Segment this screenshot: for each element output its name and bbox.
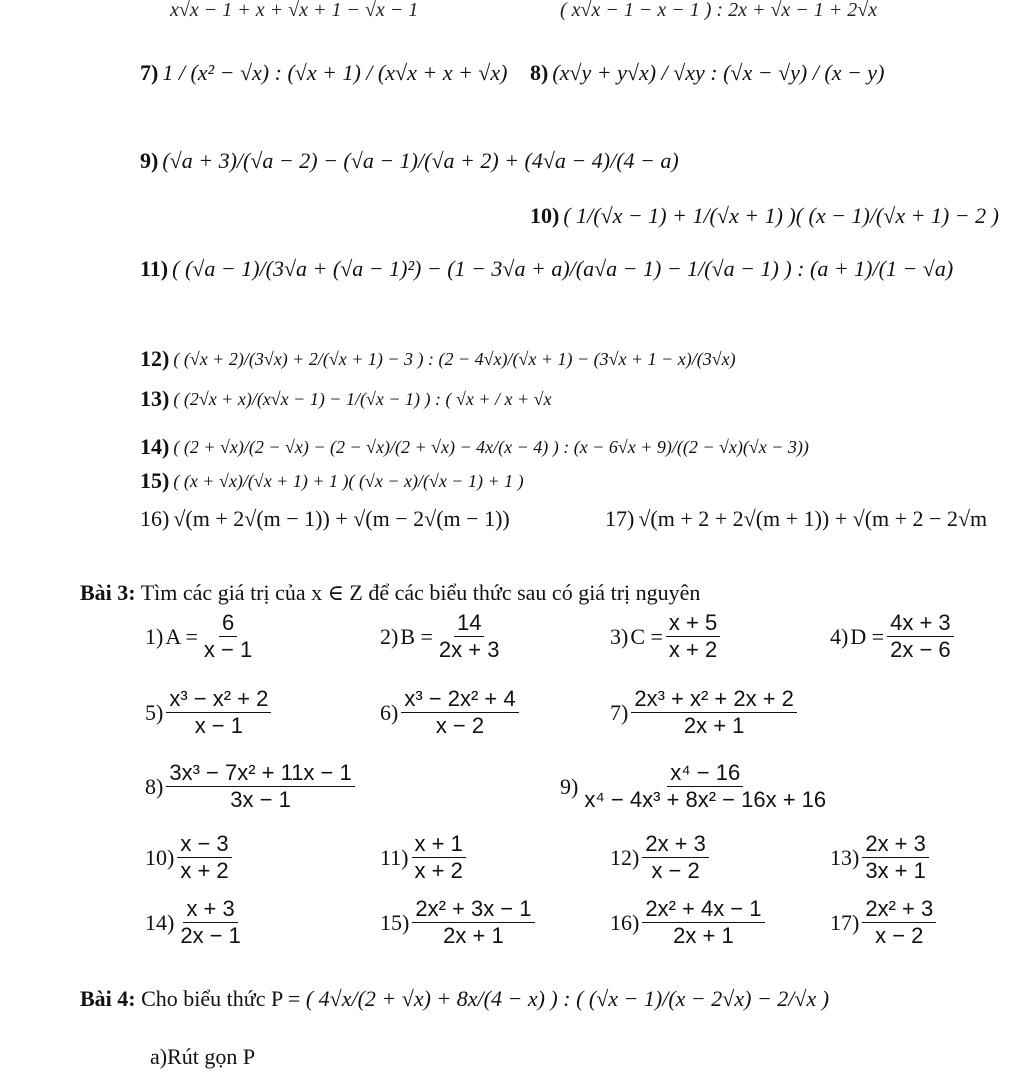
bai3-item	[145, 833, 235, 882]
fraction	[177, 833, 231, 882]
expression: ( (√x + 2)/(3√x) + 2/(√x + 1) − 3 ) : (2 − 4√x)/(√x + 1) − (3√x + 1 − x)/(3√x)	[173, 349, 736, 369]
bai3-item	[830, 833, 932, 882]
bai3-item	[380, 612, 505, 661]
bai3-item	[830, 898, 939, 947]
fraction	[401, 688, 518, 737]
item-number: 2)	[380, 623, 399, 649]
bai3-item	[610, 833, 712, 882]
bai3-item	[830, 612, 957, 661]
item-number: 1)	[145, 623, 164, 649]
denominator: 2x + 1	[673, 923, 734, 948]
bai4-part-a	[150, 1044, 255, 1070]
bai3-item	[610, 688, 800, 737]
item-number: 11)	[380, 844, 409, 870]
bai3-item	[145, 688, 274, 737]
fraction	[642, 833, 709, 882]
bai3-item	[560, 762, 832, 811]
item-number: 4)	[830, 623, 849, 649]
item-number: 17)	[830, 909, 860, 935]
fraction	[642, 898, 764, 947]
exercise-10	[530, 205, 999, 227]
bai3-item	[380, 898, 538, 947]
bai3-item	[380, 688, 522, 737]
denominator: 2x − 6	[890, 637, 951, 662]
exercise-15	[140, 470, 524, 492]
item-number: 9)	[140, 148, 159, 173]
exercise-14	[140, 436, 809, 458]
bai3-heading	[80, 580, 700, 606]
expression: (√a + 3)/(√a − 2) − (√a − 1)/(√a + 2) + (4√a − 4)/(4 − a)	[162, 148, 679, 173]
item-lhs: A =	[165, 623, 198, 649]
denominator: 3x + 1	[865, 858, 926, 883]
item-number: 14)	[140, 434, 170, 459]
fraction	[412, 898, 534, 947]
exercise-16	[140, 508, 510, 530]
denominator: 2x + 1	[443, 923, 504, 948]
exercise-11	[140, 258, 953, 280]
numerator: 2x² + 3x − 1	[412, 898, 534, 923]
item-number: 14)	[145, 909, 175, 935]
numerator: 4x + 3	[887, 612, 954, 637]
item-number: 9)	[560, 773, 579, 799]
top-row-left	[170, 0, 418, 20]
bai3-item	[610, 612, 723, 661]
item-lhs: C =	[630, 623, 663, 649]
item-number: 8)	[145, 773, 164, 799]
item-number: 15)	[140, 468, 170, 493]
denominator: x − 1	[194, 713, 243, 738]
numerator: x³ − 2x² + 4	[401, 688, 518, 713]
expression: ( (2√x + x)/(x√x − 1) − 1/(√x − 1) ) : ( √x + / x + √x	[173, 389, 552, 409]
item-number: 10)	[530, 203, 560, 228]
bai4-expression: ( 4√x/(2 + √x) + 8x/(4 − x) ) : ( (√x − 1)/(x − 2√x) − 2/√x )	[305, 986, 830, 1011]
item-number: 17)	[605, 506, 635, 531]
bai4-text: Cho biểu thức P =	[141, 986, 301, 1011]
item-number: 16)	[140, 506, 170, 531]
fraction	[166, 688, 271, 737]
fraction	[177, 898, 244, 947]
item-number: 10)	[145, 844, 175, 870]
fraction	[887, 612, 954, 661]
item-number: 13)	[140, 386, 170, 411]
item-number: 5)	[145, 699, 164, 725]
item-number: 3)	[610, 623, 629, 649]
expression: 1 / (x² − √x) : (√x + 1) / (x√x + x + √x)	[162, 60, 508, 85]
top-row-left-text: x√x − 1 + x + √x + 1 − √x − 1	[170, 0, 419, 21]
item-number: 11)	[140, 256, 169, 281]
expression: (x√y + y√x) / √xy : (√x − √y) / (x − y)	[552, 60, 885, 85]
expression: √(m + 2√(m − 1)) + √(m − 2√(m − 1))	[173, 506, 510, 531]
numerator: 14	[454, 612, 484, 637]
item-number: 8)	[530, 60, 549, 85]
top-row-right-text: ( x√x − 1 − x − 1 ) : 2x + √x − 1 + 2√x	[560, 0, 878, 21]
denominator: 2x + 3	[438, 637, 500, 662]
fraction	[862, 898, 936, 947]
fraction	[666, 612, 720, 661]
top-row-right	[560, 0, 877, 20]
bai4-part-a-text: a)Rút gọn P	[150, 1044, 256, 1069]
bai3-item	[145, 762, 358, 811]
fraction	[201, 612, 255, 661]
numerator: 2x³ + x² + 2x + 2	[631, 688, 797, 713]
bai3-item	[145, 612, 258, 661]
bai3-item	[380, 833, 469, 882]
fraction	[412, 833, 466, 882]
denominator: x + 2	[668, 637, 718, 662]
numerator: 2x + 3	[642, 833, 709, 858]
denominator: x − 2	[651, 858, 700, 883]
fraction	[581, 762, 829, 811]
denominator: 3x − 1	[230, 787, 291, 812]
denominator: x − 1	[203, 637, 253, 662]
bai3-item	[145, 898, 247, 947]
denominator: x − 2	[435, 713, 485, 738]
denominator: x − 2	[875, 923, 924, 948]
numerator: 6	[219, 612, 237, 637]
item-number: 12)	[140, 346, 170, 371]
item-lhs: B =	[400, 623, 433, 649]
denominator: x⁴ − 4x³ + 8x² − 16x + 16	[584, 787, 827, 812]
numerator: 2x + 3	[862, 833, 929, 858]
denominator: 2x − 1	[180, 923, 241, 948]
item-number: 15)	[380, 909, 410, 935]
bai4-heading	[80, 986, 829, 1012]
expression: ( (x + √x)/(√x + 1) + 1 )( (√x − x)/(√x − 1) + 1 )	[173, 471, 524, 491]
exercise-7	[140, 62, 507, 84]
exercise-13	[140, 388, 551, 410]
numerator: x + 5	[666, 612, 720, 637]
denominator: x + 2	[180, 858, 229, 883]
numerator: x + 1	[412, 833, 466, 858]
numerator: 3x³ − 7x² + 11x − 1	[166, 762, 354, 787]
denominator: x + 2	[414, 858, 463, 883]
item-number: 13)	[830, 844, 860, 870]
fraction	[631, 688, 797, 737]
numerator: x − 3	[177, 833, 231, 858]
expression: ( (2 + √x)/(2 − √x) − (2 − √x)/(2 + √x) − 4x/(x − 4) ) : (x − 6√x + 9)/((2 − √x)(√x − 3))	[173, 437, 809, 457]
exercise-17	[605, 508, 987, 530]
bai3-label: Bài 3:	[80, 580, 136, 605]
fraction	[862, 833, 929, 882]
item-number: 6)	[380, 699, 399, 725]
item-number: 16)	[610, 909, 640, 935]
expression: ( 1/(√x − 1) + 1/(√x + 1) )( (x − 1)/(√x + 1) − 2 )	[563, 203, 999, 228]
bai4-label: Bài 4:	[80, 986, 136, 1011]
fraction	[436, 612, 503, 661]
expression: √(m + 2 + 2√(m + 1)) + √(m + 2 − 2√m	[638, 506, 988, 531]
numerator: 2x² + 3	[862, 898, 936, 923]
expression: ( (√a − 1)/(3√a + (√a − 1)²) − (1 − 3√a + a)/(a√a − 1) − 1/(√a − 1) ) : (a + 1)/(1 − √a)	[172, 256, 954, 281]
numerator: x⁴ − 16	[667, 762, 743, 787]
numerator: x + 3	[183, 898, 237, 923]
exercise-8	[530, 62, 884, 84]
item-number: 7)	[610, 699, 629, 725]
item-lhs: D =	[850, 623, 885, 649]
numerator: 2x² + 4x − 1	[642, 898, 764, 923]
denominator: 2x + 1	[683, 713, 745, 738]
item-number: 7)	[140, 60, 159, 85]
item-number: 12)	[610, 844, 640, 870]
bai3-item	[610, 898, 768, 947]
bai3-text: Tìm các giá trị của x ∈ Z để các biểu thức sau có giá trị nguyên	[140, 580, 701, 605]
numerator: x³ − x² + 2	[166, 688, 271, 713]
exercise-9	[140, 150, 679, 172]
exercise-12	[140, 348, 736, 370]
fraction	[166, 762, 354, 811]
